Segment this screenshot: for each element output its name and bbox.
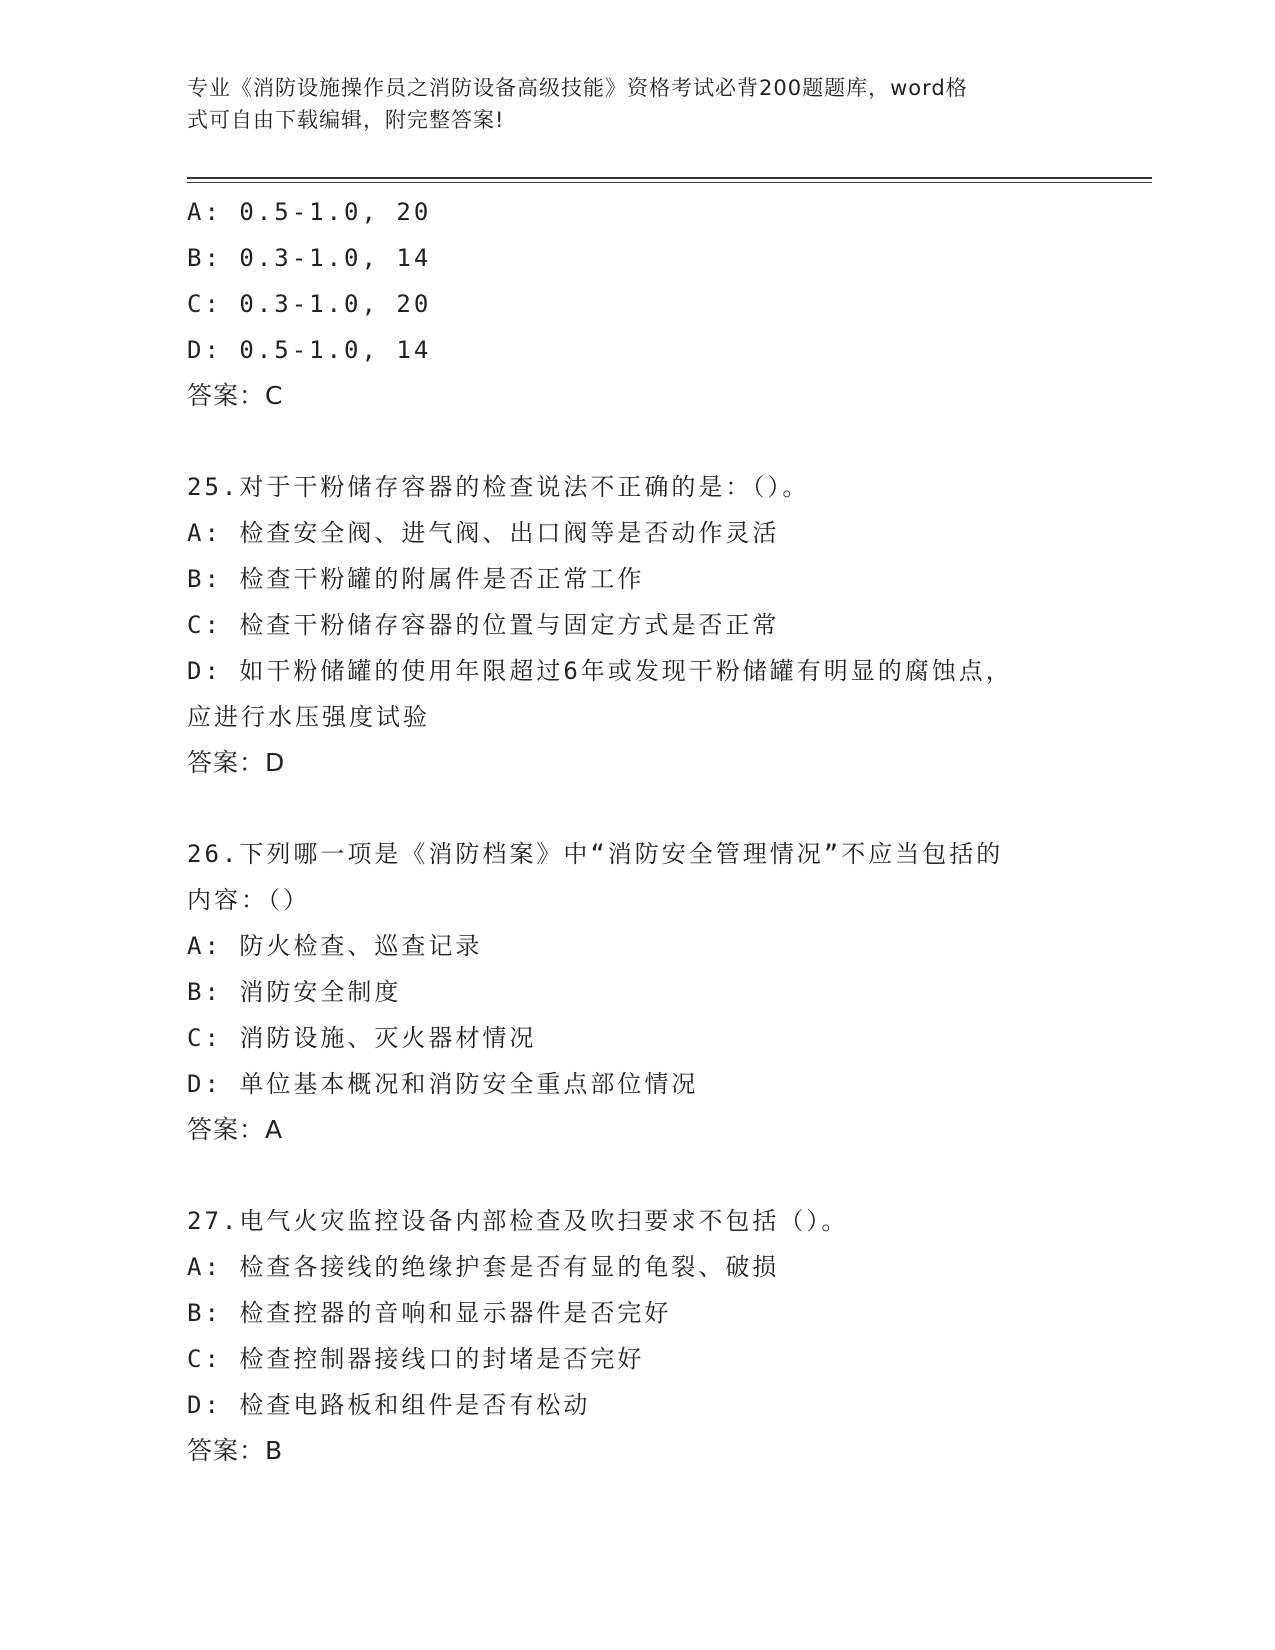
- option-b: B: 消防安全制度: [187, 978, 402, 1006]
- question-block-24: [187, 189, 1087, 419]
- question-stem-continued: 内容：（）: [187, 886, 310, 914]
- answer-line: 答案：C: [187, 381, 284, 410]
- answer-line: 答案：D: [187, 748, 286, 777]
- question-stem: 26.下列哪一项是《消防档案》中“消防安全管理情况”不应当包括的: [187, 840, 1004, 868]
- question-block-26: [187, 831, 1087, 1153]
- question-block-27: [187, 1198, 1087, 1474]
- option-b: B: 检查干粉罐的附属件是否正常工作: [187, 565, 645, 593]
- answer-line: 答案：B: [187, 1436, 284, 1465]
- question-block-25: [187, 464, 1087, 786]
- option-d: D: 检查电路板和组件是否有松动: [187, 1391, 591, 1419]
- question-stem: 27.电气火灾监控设备内部检查及吹扫要求不包括（）。: [187, 1207, 849, 1235]
- spacer: [187, 786, 1087, 831]
- answer-line: 答案：A: [187, 1115, 284, 1144]
- spacer: [187, 1153, 1087, 1198]
- option-a: A: 检查各接线的绝缘护套是否有显的龟裂、破损: [187, 1253, 780, 1281]
- option-c: C: 消防设施、灭火器材情况: [187, 1024, 537, 1052]
- option-d-continued: 应进行水压强度试验: [187, 703, 430, 731]
- option-b: B: 检查控器的音响和显示器件是否完好: [187, 1299, 672, 1327]
- option-c: C: 0.3-1.0, 20: [187, 290, 432, 318]
- option-d: D: 如干粉储罐的使用年限超过6年或发现干粉储罐有明显的腐蚀点，: [187, 657, 1013, 685]
- option-a: A: 0.5-1.0, 20: [187, 198, 432, 226]
- document-header: [187, 72, 1067, 136]
- header-line-2: 式可自由下载编辑，附完整答案!: [187, 108, 505, 132]
- option-d: D: 单位基本概况和消防安全重点部位情况: [187, 1070, 699, 1098]
- header-divider-thin: [187, 182, 1152, 183]
- option-d: D: 0.5-1.0, 14: [187, 336, 432, 364]
- option-b: B: 0.3-1.0, 14: [187, 244, 432, 272]
- option-a: A: 检查安全阀、进气阀、出口阀等是否动作灵活: [187, 519, 780, 547]
- option-a: A: 防火检查、巡查记录: [187, 932, 483, 960]
- header-divider-thick: [187, 177, 1152, 179]
- question-stem: 25.对于干粉储存容器的检查说法不正确的是：（）。: [187, 473, 810, 501]
- option-c: C: 检查控制器接线口的封堵是否完好: [187, 1345, 645, 1373]
- spacer: [187, 419, 1087, 464]
- question-list: [187, 189, 1087, 1474]
- header-line-1: 专业《消防设施操作员之消防设备高级技能》资格考试必背200题题库，word格: [187, 76, 968, 100]
- option-c: C: 检查干粉储存容器的位置与固定方式是否正常: [187, 611, 780, 639]
